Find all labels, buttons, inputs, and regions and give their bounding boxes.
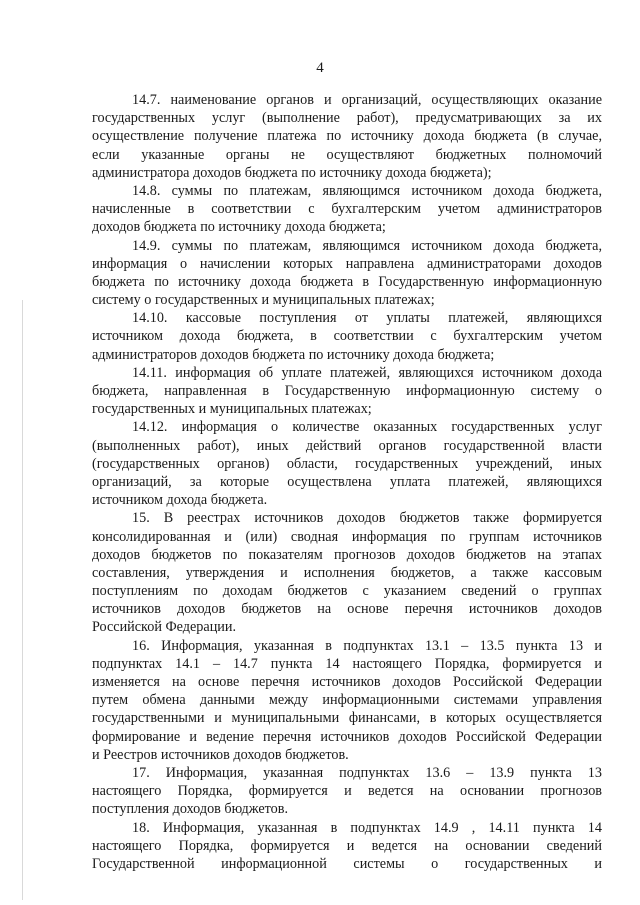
text-line: доходов бюджета по источнику дохода бюджета;	[92, 219, 386, 236]
text-line: 14.10. кассовые поступления от уплаты платежей, являющихся	[132, 310, 602, 327]
text-line: систему о государственных и муниципальных платежах;	[92, 292, 435, 309]
text-line: источником дохода бюджета, в соответствии с бухгалтерским учетом	[92, 328, 602, 345]
text-line: консолидированная и (или) сводная информация по группам источников	[92, 528, 602, 545]
page-number: 4	[316, 60, 324, 76]
text-line: поступления доходов бюджетов.	[92, 801, 289, 818]
text-line: осуществление получение платежа по источнику дохода бюджета (в случае,	[92, 128, 602, 145]
text-line: информация о начислении которых направлена администраторами доходов	[92, 255, 602, 272]
text-line: государственных и муниципальных платежах;	[92, 401, 372, 418]
text-line: источником дохода бюджета.	[92, 492, 268, 509]
text-line: 17. Информация, указанная подпунктах 13.6 – 13.9 пункта 13	[132, 764, 602, 781]
text-line: настоящего Порядка, формируется и ведется на основании прогнозов	[92, 783, 602, 800]
text-line: составления, утверждения и исполнения бюджетов, а также кассовым	[92, 564, 602, 581]
text-line: Государственной информационной системы о государственных и	[92, 855, 602, 872]
text-line: путем обмена данными между информационными системами управления	[92, 692, 602, 709]
text-line: администратора доходов бюджета по источнику дохода бюджета);	[92, 164, 492, 181]
text-line: организаций, за которые осуществлена уплата платежей, являющихся	[92, 473, 602, 490]
text-line: 15. В реестрах источников доходов бюджетов также формируется	[132, 510, 602, 527]
text-line: 16. Информация, указанная в подпунктах 13.1 – 13.5 пункта 13 и	[132, 637, 602, 654]
text-line: 14.7. наименование органов и организаций, осуществляющих оказание	[132, 92, 602, 108]
text-line: и Реестров источников доходов бюджетов.	[92, 746, 349, 763]
text-line: государственными и муниципальными финансами, в которых осуществляется	[92, 710, 602, 727]
scan-margin-shadow	[22, 300, 23, 900]
text-line: (выполненных работ), иных действий органов государственной власти	[92, 437, 602, 454]
text-line: источников доходов бюджетов на основе перечня источников доходов	[92, 601, 602, 618]
text-line: изменяется на основе перечня источников доходов Российской Федерации	[92, 674, 602, 690]
document-body	[92, 91, 602, 873]
text-line: 14.8. суммы по платежам, являющимся источником дохода бюджета,	[132, 182, 602, 199]
text-line: если указанные органы не осуществляют бюджетных полномочий	[92, 146, 602, 163]
text-line: администраторов доходов бюджета по источнику дохода бюджета;	[92, 346, 495, 363]
text-line: 14.11. информация об уплате платежей, являющихся источником дохода	[132, 364, 602, 381]
text-line: 14.12. информация о количестве оказанных государственных услуг	[132, 419, 602, 436]
text-line: бюджета по источнику дохода бюджета в Государственную информационную	[92, 273, 602, 290]
text-line: 14.9. суммы по платежам, являющимся источником дохода бюджета,	[132, 237, 602, 254]
text-line: формирование и ведение перечня источников доходов Российской Федерации	[92, 728, 602, 745]
text-line: настоящего Порядка, формируется и ведется на основании сведений	[92, 837, 602, 854]
text-line: начисленные в соответствии с бухгалтерским учетом администраторов	[92, 201, 602, 218]
text-line: доходов бюджетов по показателям прогнозов доходов бюджетов на этапах	[92, 546, 602, 563]
text-line: Российской Федерации.	[92, 619, 237, 636]
text-line: бюджета, направленная в Государственную информационную систему о	[92, 383, 602, 399]
text-line: государственных услуг (выполнение работ), предусматривающих за их	[92, 110, 602, 127]
text-line: 18. Информация, указанная в подпунктах 14.9 , 14.11 пункта 14	[132, 819, 602, 836]
text-line: поступлениям по доходам бюджетов с указанием сведений о группах	[92, 583, 602, 600]
text-line: подпунктах 14.1 – 14.7 пункта 14 настоящего Порядка, формируется и	[92, 655, 602, 672]
text-line: (государственных органов) области, государственных учреждений, иных	[92, 455, 602, 472]
